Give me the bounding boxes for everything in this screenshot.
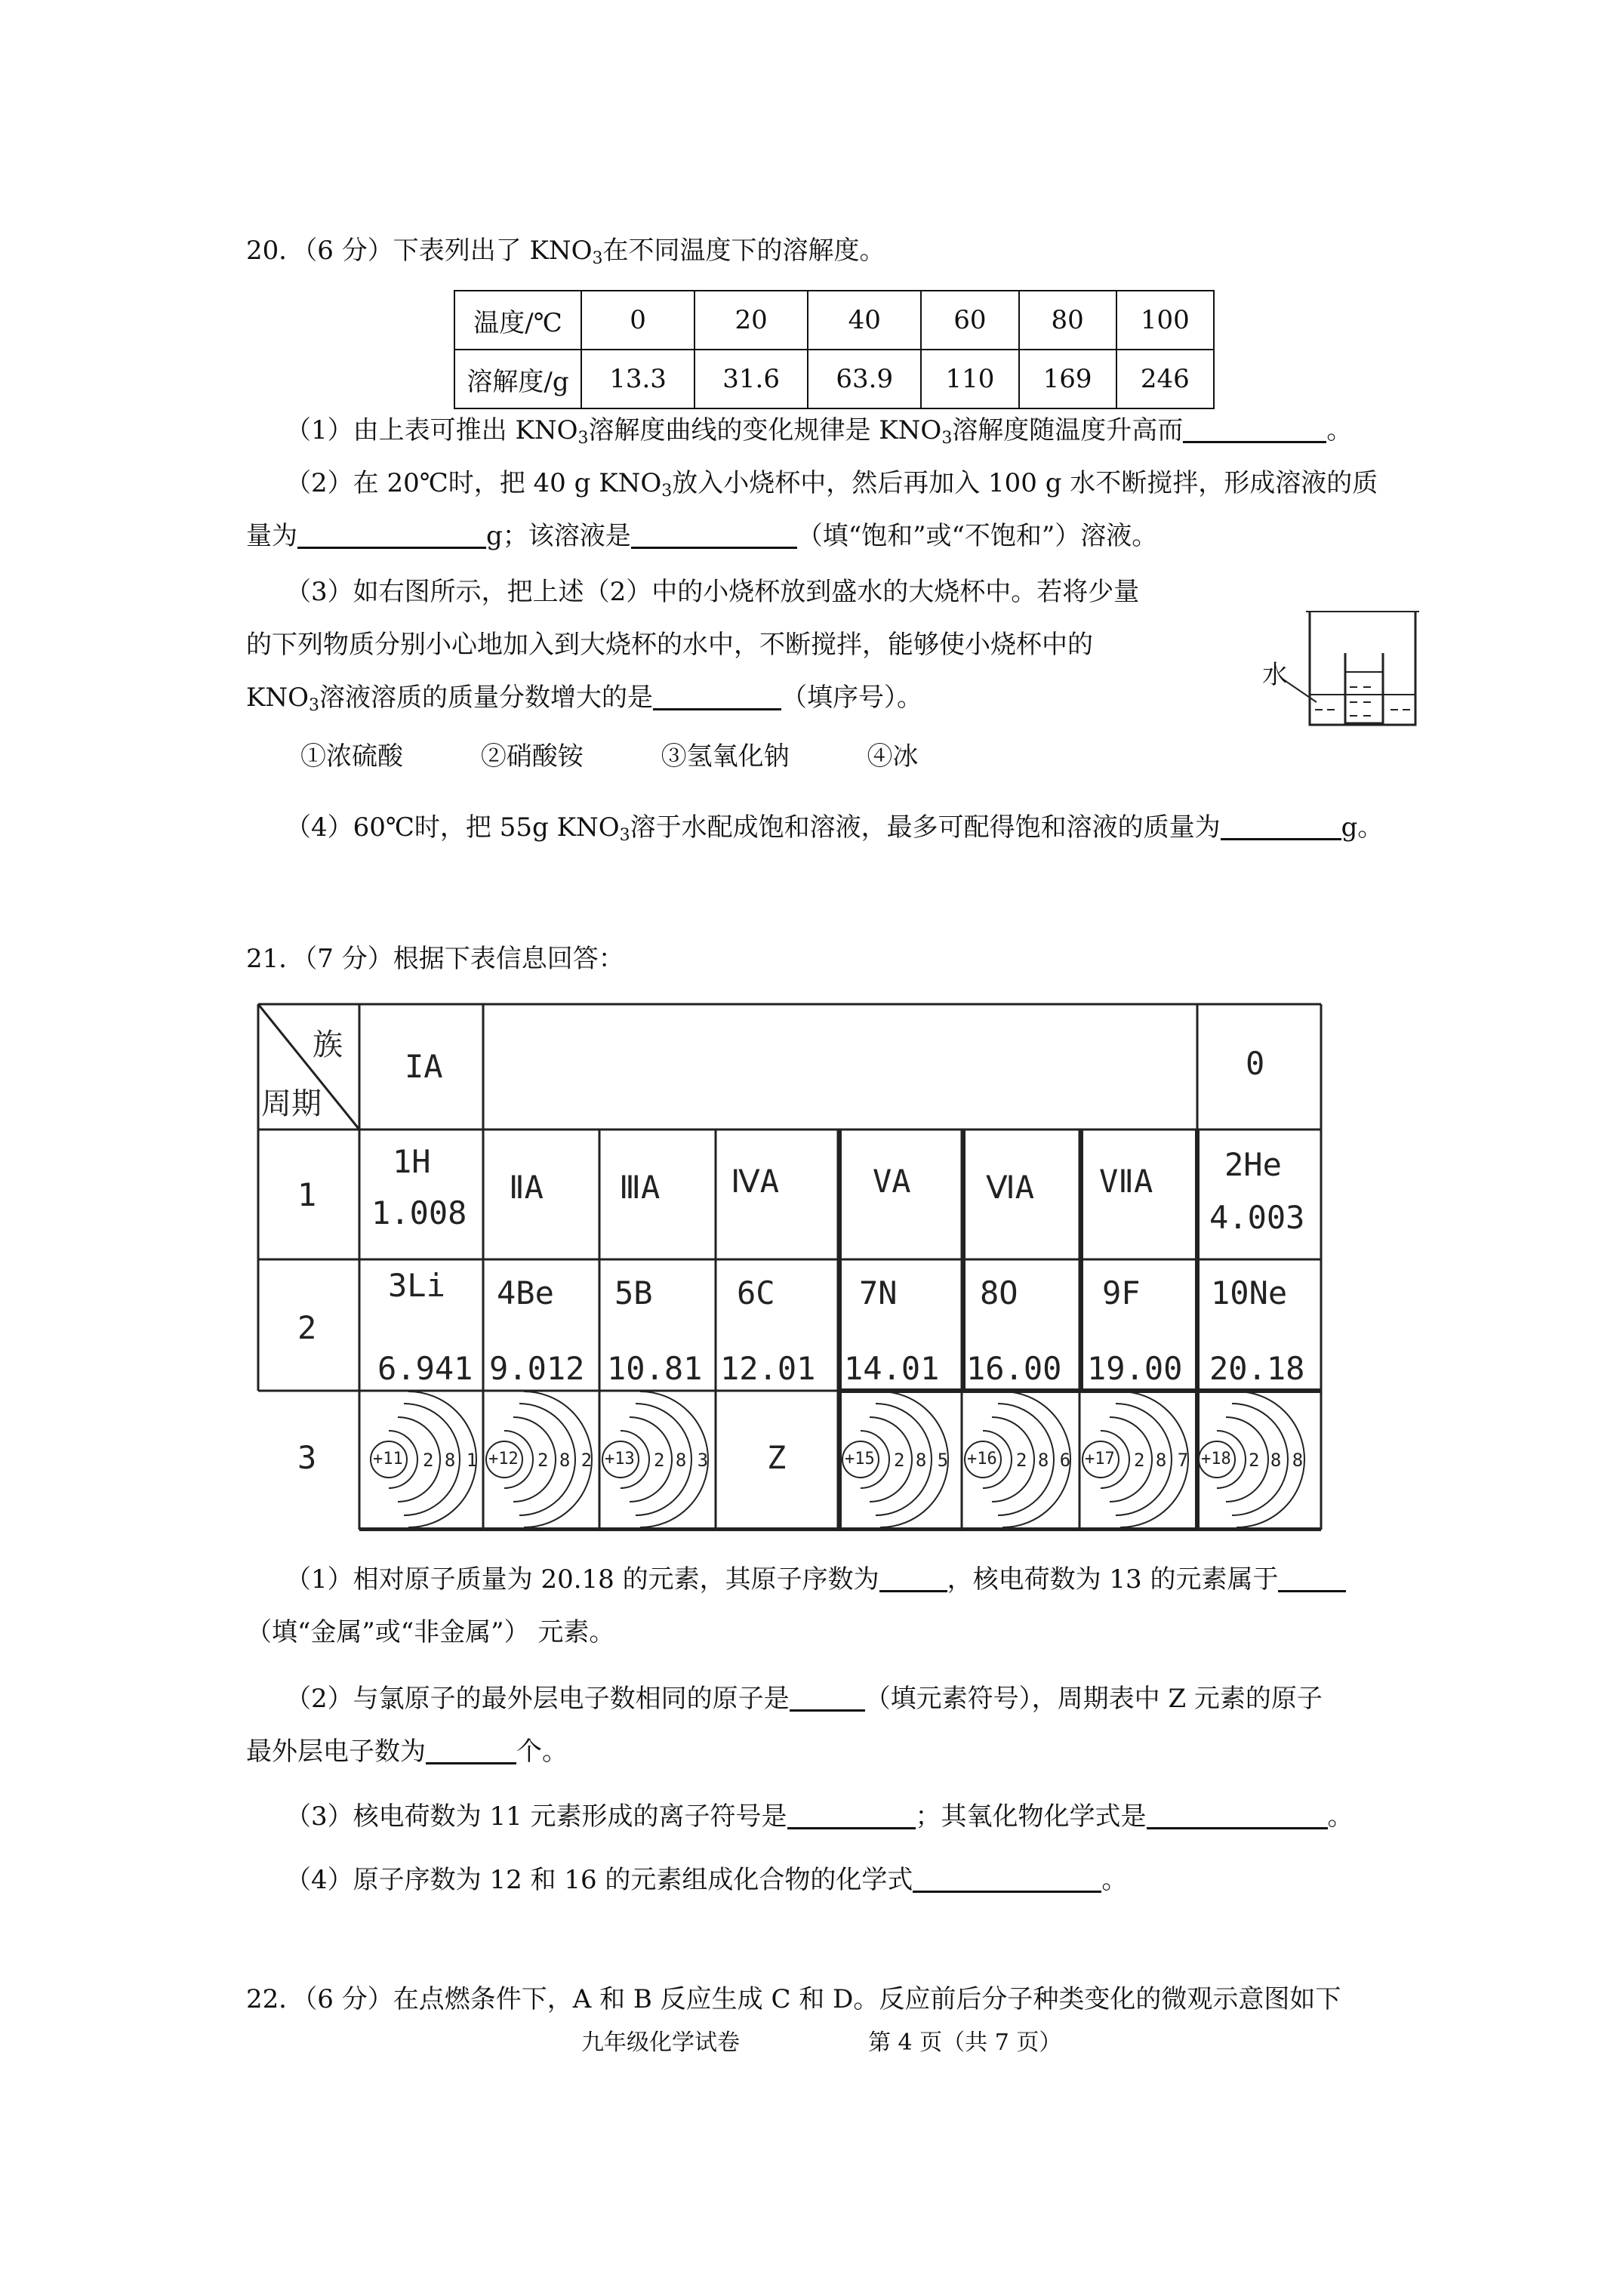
element-H-symbol: 1H <box>393 1143 431 1180</box>
periodic-table <box>257 1003 1323 1531</box>
q20-options <box>300 740 918 773</box>
atom-Mg-shells: 2 8 2 <box>537 1450 593 1471</box>
q20-part4: （4）60℃时，把 55g $KNO_3$溶于水配成饱和溶液，最多可配得饱和溶液的质量为 g。 <box>285 812 1384 845</box>
q20-part2-line2: 量为 g；该溶液是 （填“饱和”或“不饱和”）溶液。 <box>246 521 1158 551</box>
solubility-cell: 246 <box>1116 350 1214 408</box>
q21-part4: （4）原子序数为 12 和 16 的元素组成化合物的化学式 。 <box>285 1865 1128 1895</box>
group-header-IIA: ⅡA <box>509 1169 544 1206</box>
option-1: ①浓硫酸 <box>300 741 403 772</box>
group-header-VIIA: VⅡA <box>1099 1163 1153 1200</box>
answer-blank[interactable] <box>1147 1801 1328 1829</box>
row-label-temperature: 温度/℃ <box>454 291 581 350</box>
element-H-mass: 1.008 <box>371 1194 467 1231</box>
table-row-temperature <box>454 291 1214 350</box>
option-4: ④冰 <box>867 741 919 772</box>
temp-cell: 100 <box>1116 291 1214 350</box>
solubility-table <box>454 290 1215 409</box>
period-label-2: 2 <box>297 1309 317 1346</box>
atom-S-nucleus: +16 <box>967 1450 997 1469</box>
option-3: ③氢氧化钠 <box>661 741 790 772</box>
answer-blank[interactable] <box>1278 1564 1346 1592</box>
answer-blank[interactable] <box>787 1801 916 1829</box>
element-He-symbol: 2He <box>1224 1146 1282 1183</box>
q20-part2-line1: （2）在 20℃时，把 40 g $KNO_3$放入小烧杯中，然后再加入 100 g 水不断搅拌，形成溶液的质 <box>285 468 1378 501</box>
period-label-3: 3 <box>297 1439 317 1476</box>
element-N-symbol: 7N <box>859 1274 898 1311</box>
atom-Mg-nucleus: +12 <box>488 1450 519 1469</box>
answer-blank[interactable] <box>879 1564 947 1592</box>
solubility-cell: 63.9 <box>808 350 921 408</box>
period-label-1: 1 <box>297 1176 317 1213</box>
answer-blank[interactable] <box>790 1684 865 1712</box>
element-C-symbol: 6C <box>737 1274 775 1311</box>
q20-heading: 20．（6 分）下表列出了 $KNO_3$在不同温度下的溶解度。 <box>246 236 885 268</box>
temp-cell: 20 <box>694 291 808 350</box>
temp-cell: 0 <box>581 291 694 350</box>
option-2: ②硝酸铵 <box>480 741 584 772</box>
solubility-cell: 13.3 <box>581 350 694 408</box>
temp-cell: 60 <box>921 291 1018 350</box>
element-N-mass: 14.01 <box>844 1350 940 1387</box>
group-header-IVA: ⅣA <box>731 1163 780 1200</box>
water-label: 水 <box>1262 660 1288 690</box>
atom-Cl-nucleus: +17 <box>1085 1450 1115 1469</box>
element-O-mass: 16.00 <box>966 1350 1062 1387</box>
element-Z-label: Z <box>767 1439 787 1476</box>
table-row-solubility <box>454 350 1214 408</box>
atom-Al-nucleus: +13 <box>605 1450 635 1469</box>
q21-part3: （3）核电荷数为 11 元素形成的离子符号是 ；其氧化物化学式是 。 <box>285 1801 1354 1832</box>
corner-label-group: 族 <box>313 1028 343 1062</box>
element-F-mass: 19.00 <box>1087 1350 1183 1387</box>
element-Li-mass: 6.941 <box>377 1350 473 1387</box>
atom-P-nucleus: +15 <box>845 1450 875 1469</box>
solubility-cell: 169 <box>1019 350 1116 408</box>
row-label-solubility: 溶解度/g <box>454 350 581 408</box>
atom-S-shells: 2 8 6 <box>1016 1450 1071 1471</box>
answer-blank[interactable] <box>1221 812 1341 840</box>
atom-Al-shells: 2 8 3 <box>654 1450 709 1471</box>
q20-part3-line1: （3）如右图所示，把上述（2）中的小烧杯放到盛水的大烧杯中。若将少量 <box>285 577 1140 607</box>
atom-Na-nucleus: +11 <box>373 1450 403 1469</box>
q21-part1-line1: （1）相对原子质量为 20.18 的元素，其原子序数为 ，核电荷数为 13 的元素属于 <box>285 1563 1346 1596</box>
atom-Cl-shells: 2 8 7 <box>1134 1450 1189 1471</box>
group-header-IIIA: ⅢA <box>619 1169 661 1206</box>
temp-cell: 40 <box>808 291 921 350</box>
element-Li-symbol: 3Li <box>388 1267 445 1304</box>
atom-Ar-nucleus: +18 <box>1201 1450 1231 1469</box>
q21-heading: 21．（7 分）根据下表信息回答： <box>246 944 624 974</box>
answer-blank[interactable] <box>426 1737 516 1764</box>
element-B-mass: 10.81 <box>607 1350 703 1387</box>
answer-blank[interactable] <box>913 1865 1101 1893</box>
element-Ne-mass: 20.18 <box>1209 1350 1305 1387</box>
corner-label-period: 周期 <box>261 1086 322 1121</box>
group-header-IA: IA <box>405 1048 443 1085</box>
q20-part3-line2: 的下列物质分别小心地加入到大烧杯的水中，不断搅拌，能够使小烧杯中的 <box>246 630 1093 660</box>
element-F-symbol: 9F <box>1102 1274 1141 1311</box>
element-Be-mass: 9.012 <box>489 1350 585 1387</box>
answer-blank[interactable] <box>297 521 486 549</box>
footer-page-number: 第 4 页（共 7 页） <box>868 2029 1062 2056</box>
q21-part2-line2: 最外层电子数为 个。 <box>246 1737 568 1767</box>
q20-part3-line3: $KNO_3$溶液溶质的质量分数增大的是 （填序号）。 <box>246 683 923 715</box>
answer-blank[interactable] <box>653 683 781 710</box>
element-C-mass: 12.01 <box>720 1350 816 1387</box>
atom-Ar-shells: 2 8 8 <box>1249 1450 1304 1471</box>
group-header-0: 0 <box>1246 1045 1265 1082</box>
q22-heading: 22．（6 分）在点燃条件下，A 和 B 反应生成 C 和 D。反应前后分子种类变化的微观示意图如下 <box>246 1984 1341 2014</box>
q20-part1: （1）由上表可推出 $KNO_3$溶解度曲线的变化规律是 $KNO_3$溶解度随温度升高而 。 <box>285 415 1353 448</box>
solubility-cell: 110 <box>921 350 1018 408</box>
element-B-symbol: 5B <box>614 1274 653 1311</box>
element-Be-symbol: 4Be <box>497 1274 554 1311</box>
temp-cell: 80 <box>1019 291 1116 350</box>
atom-P-shells: 2 8 5 <box>894 1450 949 1471</box>
group-header-VA: VA <box>873 1163 911 1200</box>
footer-exam-title: 九年级化学试卷 <box>581 2029 740 2056</box>
element-O-symbol: 8O <box>980 1274 1018 1311</box>
atom-Na-shells: 2 8 1 <box>423 1450 478 1471</box>
q21-part1-line2: （填“金属”或“非金属”） 元素。 <box>246 1617 615 1647</box>
answer-blank[interactable] <box>631 521 797 549</box>
group-header-VIA: ⅥA <box>986 1169 1035 1206</box>
solubility-cell: 31.6 <box>694 350 808 408</box>
element-Ne-symbol: 10Ne <box>1211 1274 1288 1311</box>
answer-blank[interactable] <box>1183 415 1326 443</box>
q21-part2-line1: （2）与氯原子的最外层电子数相同的原子是 （填元素符号），周期表中 Z 元素的原子 <box>285 1684 1323 1714</box>
element-He-mass: 4.003 <box>1209 1199 1305 1236</box>
